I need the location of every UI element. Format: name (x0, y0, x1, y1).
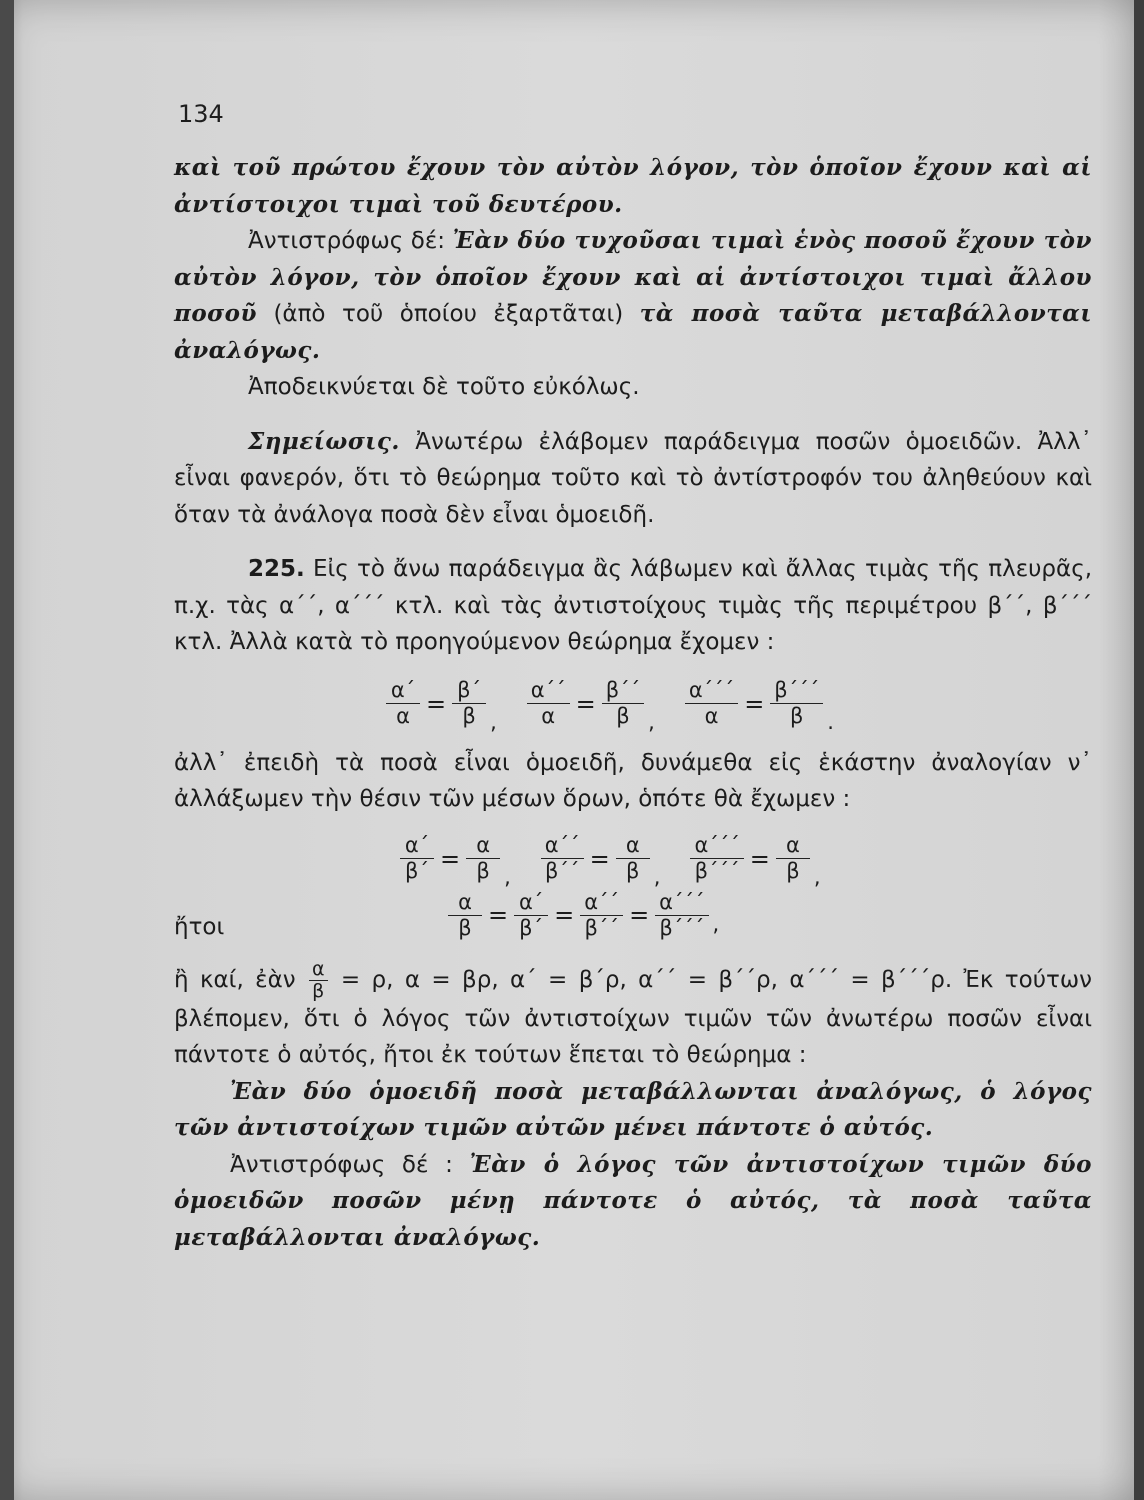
paragraph-theorem-converse: Ἀντιστρόφως δέ : Ἐὰν ὁ λόγος τῶν ἀντιστοίχων τιμῶν δύο ὁμοειδῶν ποσῶν μένῃ πάντοτε ὁ αὐτός, τὰ ποσὰ ταῦτα μεταβάλλονται ἀναλόγως. (174, 1150, 1092, 1251)
note-label: Σημείωσις. (248, 427, 400, 455)
paragraph-ratio: ἢ καί, ἐὰν $\frac{\alpha}{\beta}$ = ρ, α = βρ, α΄ = β΄ρ, α΄΄ = β΄΄ρ, α΄΄΄ = β΄΄΄ρ. Ἐκ τούτων βλέπομεν, ὅτι ὁ λόγος τῶν ἀντιστοίχων τιμῶν τῶν ἀνωτέρω ποσῶν εἶναι πάντοτε ὁ αὐτός, ἤτοι ἐκ τούτων ἕπεται τὸ θεώρημα : (174, 957, 1092, 1068)
converse-lead: Ἀντιστρόφως δέ: (248, 228, 453, 254)
fraction: $\frac{\beta΄΄}{\beta}$ (602, 680, 644, 727)
fraction: $\frac{\beta΄΄΄}{\beta}$ (770, 680, 823, 727)
fraction: $\frac{\alpha΄΄}{\beta΄΄}$ (580, 892, 623, 939)
paragraph-converse (174, 223, 1092, 369)
section-number: 225. (248, 556, 305, 582)
fraction: $\frac{\alpha΄΄΄}{\beta΄΄΄}$ (690, 835, 743, 882)
page-body (174, 150, 1092, 1256)
paragraph-continuation: καὶ τοῦ πρώτου ἔχουν τὸν αὐτὸν λόγον, τὸν ὁποῖον ἔχουν καὶ αἱ ἀντίστοιχοι τιμαὶ τοῦ δευτέρου. (174, 154, 1092, 218)
page-edge-right (1134, 0, 1144, 1500)
paragraph-section-225 (174, 551, 1092, 661)
equation-row-2: $\frac{\alpha΄}{\beta΄}$ = $\frac{\alpha}{\beta}$ , $\frac{\alpha΄΄}{\beta΄΄}$ = $\frac{\alpha}{\beta}$ , $\frac{\alpha΄΄΄}{\beta΄΄΄}$ = $\frac{\alpha}{\beta}$ , (398, 826, 1092, 892)
theorem-statement: Ἐὰν δύο ὁμοειδῆ ποσὰ μεταβάλλωνται ἀναλόγως, ὁ λόγος τῶν ἀντιστοίχων τιμῶν αὐτῶν μένει πάντοτε ὁ αὐτός. (174, 1077, 1092, 1141)
fraction: $\frac{\alpha΄}{\beta΄}$ (400, 835, 434, 882)
paragraph-same-kind: ἀλλ᾽ ἐπειδὴ τὰ ποσὰ εἶναι ὁμοειδῆ, δυνάμεθα εἰς ἑκάστην ἀναλογίαν ν᾽ ἀλλάξωμεν τὴν θέσιν τῶν μέσων ὅρων, ὁπότε θὰ ἔχωμεν : (174, 749, 1092, 812)
converse-italic-1: Ἐὰν δύο τυχοῦσαι τιμαὶ ἑνὸς ποσοῦ ἔχουν τὸν αὐτὸν λόγον, τὸν ὁποῖον ἔχουν καὶ αἱ ἀντίστοιχοι τιμαὶ ἄλλου ποσοῦ (174, 227, 1092, 327)
page-number: 134 (178, 100, 224, 128)
fraction: $\frac{\alpha΄΄}{\beta΄΄}$ (541, 835, 584, 882)
converse-plain: (ἀπὸ τοῦ ὁποίου ἐξαρτᾶται) (256, 301, 640, 327)
section-text: Εἰς τὸ ἄνω παράδειγμα ἂς λάβωμεν καὶ ἄλλας τιμὰς τῆς πλευρᾶς, π.χ. τὰς α΄΄, α΄΄΄ κτλ. καὶ τὰς ἀντιστοίχους τιμὰς τῆς περιμέτρου β΄΄, β΄΄΄ κτλ. Ἀλλὰ κατὰ τὸ προηγούμενον θεώρημα ἔχομεν : (174, 556, 1092, 655)
fraction: $\frac{\alpha΄΄΄}{\alpha}$ (685, 680, 738, 727)
paragraph-proof-note: Ἀποδεικνύεται δὲ τοῦτο εὐκόλως. (248, 374, 640, 400)
converse-italic-2: τὰ ποσὰ ταῦτα μεταβάλλονται ἀναλόγως. (174, 300, 1092, 364)
etoi-label: ἤτοι (174, 913, 225, 940)
page-edge-left (0, 0, 14, 1500)
fraction: $\frac{\alpha΄΄΄}{\beta΄΄΄}$ (655, 892, 708, 939)
fraction: $\frac{\alpha΄}{\beta΄}$ (514, 892, 548, 939)
fraction: $\frac{\alpha}{\beta}$ (448, 892, 482, 939)
fraction: $\frac{\beta΄}{\beta}$ (452, 680, 486, 727)
paragraph-note (174, 424, 1092, 534)
inline-fraction: $\frac{\alpha}{\beta}$ (309, 960, 328, 1001)
note-text: Ἀνωτέρω ἐλάβομεν παράδειγμα ποσῶν ὁμοειδῶν. Ἀλλ᾽ εἶναι φανερόν, ὅτι τὸ θεώρημα τοῦτο καὶ τὸ ἀντίστροφόν του ἀληθεύουν καὶ ὅταν τὰ ἀνάλογα ποσὰ δὲν εἶναι ὁμοειδῆ. (174, 428, 1092, 528)
fraction: $\frac{\alpha}{\beta}$ (466, 835, 500, 882)
fraction: $\frac{\alpha΄}{\alpha}$ (386, 680, 420, 727)
fraction: $\frac{\alpha΄΄}{\alpha}$ (527, 680, 570, 727)
equation-row-1: $\frac{\alpha΄}{\alpha}$ = $\frac{\beta΄}{\beta}$ , $\frac{\alpha΄΄}{\alpha}$ = $\frac{\beta΄΄}{\beta}$ , $\frac{\alpha΄΄΄}{\alpha}$ = $\frac{\beta΄΄΄}{\beta}$ . (384, 671, 1092, 737)
equation-row-3: ἤτοι $\frac{\alpha}{\beta}$ = $\frac{\alpha΄}{\beta΄}$ = $\frac{\alpha΄΄}{\beta΄΄}$ = $\frac{\alpha΄΄΄}{\beta΄΄΄}$ , (174, 889, 720, 940)
fraction: $\frac{\alpha}{\beta}$ (616, 835, 650, 882)
fraction: $\frac{\alpha}{\beta}$ (776, 835, 810, 882)
